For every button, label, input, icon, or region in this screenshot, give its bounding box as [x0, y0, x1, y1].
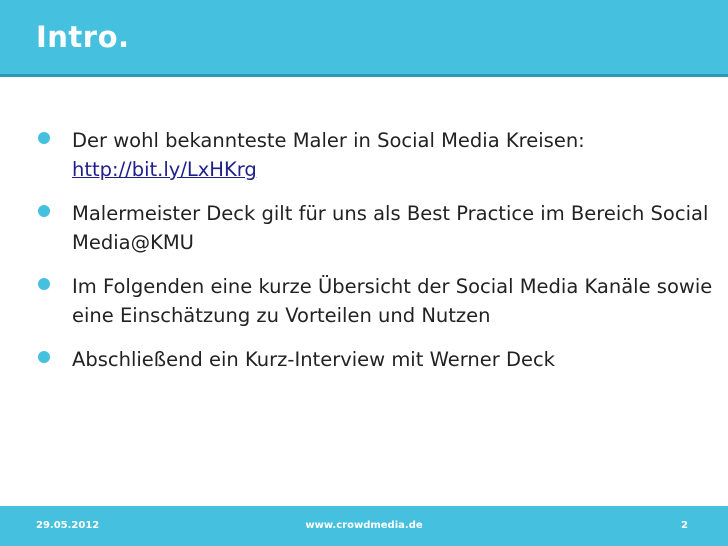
title-bar [0, 0, 728, 77]
bullet-text: Abschließend ein Kurz-Interview mit Werner Deck [72, 348, 555, 371]
slide-title: Intro. [36, 20, 130, 54]
bitly-link[interactable]: http://bit.ly/LxHKrg [72, 158, 257, 181]
list-item [36, 199, 716, 257]
list-item [36, 126, 716, 184]
footer-bar [0, 506, 728, 546]
bullet-dot-icon [38, 351, 50, 363]
bullet-dot-icon [38, 278, 50, 290]
list-item [36, 272, 716, 330]
page-number: 2 [681, 520, 688, 531]
bullet-text: Der wohl bekannteste Maler in Social Media Kreisen: [72, 129, 585, 152]
footer-date: 29.05.2012 [36, 520, 100, 531]
list-item [36, 345, 716, 374]
bullet-text: Im Folgenden eine kurze Übersicht der Social Media Kanäle sowie eine Einschätzung zu Vorteilen und Nutzen [72, 275, 713, 327]
bullet-list [36, 126, 716, 389]
bullet-text: Malermeister Deck gilt für uns als Best Practice im Bereich Social Media@KMU [72, 202, 709, 254]
bullet-dot-icon [38, 132, 50, 144]
bullet-dot-icon [38, 205, 50, 217]
footer-url: www.crowdmedia.de [305, 520, 423, 531]
